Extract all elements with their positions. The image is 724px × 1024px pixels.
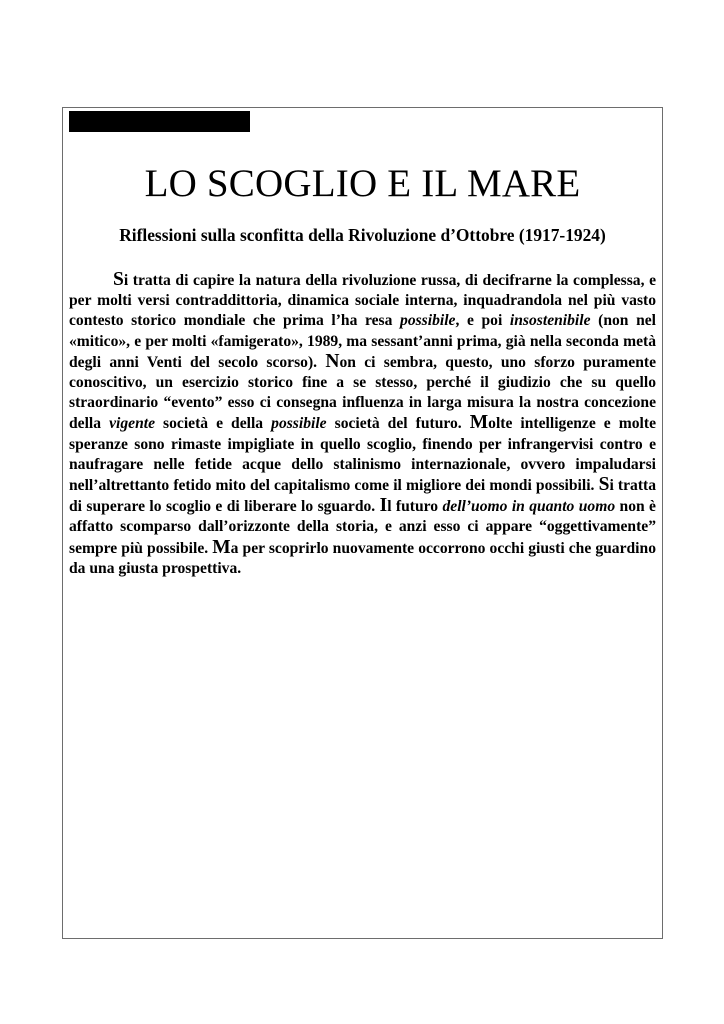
drop-letter: M: [212, 536, 231, 558]
text-run: on ci sembra, questo, uno sforzo puramente conoscitivo, un esercizio storico fine a se stesso, perché il giudizio che su quello straordinario “evento” esso ci consegna influenza in larga misura la nostra concezione della: [69, 353, 656, 433]
text-run: i tratta di capire la natura della rivoluzione russa, di decifrarne la complessa, e per molti versi contraddittoria, dinamica sociale interna, inquadrandola nel più vasto contesto storico mondiale che prima l’ha resa: [69, 272, 656, 330]
text-run: (non nel «mitico», e per molti «famigerato», 1989, ma sessant’anni prima, già nella seconda metà degli anni Venti del secolo scorso).: [69, 312, 656, 371]
emphasis: vigente: [109, 415, 155, 433]
text-run: l futuro: [387, 498, 443, 516]
text-run: olte intelligenze e molte speranze sono rimaste impigliate in quello scoglio, finendo per infrangervisi contro e naufragare nelle fetide acque dello stalinismo internazionale, ovvero impaludarsi nell’altrettanto fetido mito del capitalismo come il migliore dei mondi possibili.: [69, 415, 656, 495]
emphasis: possibile: [400, 312, 456, 330]
text-run: , e poi: [455, 312, 510, 330]
redaction-bar: [69, 111, 250, 132]
text-run: i tratta di superare lo scoglio e di liberare lo sguardo.: [69, 477, 656, 516]
text-run: non è affatto scomparso dall’orizzonte della storia, e anzi esso ci appare “oggettivamente” sempre più possibile.: [69, 498, 656, 557]
drop-letter: S: [113, 269, 124, 290]
text-run: società e della: [155, 415, 272, 433]
drop-letter: N: [325, 350, 340, 372]
drop-letter: I: [379, 495, 388, 517]
drop-letter: M: [469, 412, 489, 434]
body-paragraph: [69, 270, 656, 579]
document-subtitle: Riflessioni sulla sconfitta della Rivoluzione d’Ottobre (1917-1924): [119, 225, 606, 245]
text-run: società del futuro.: [326, 415, 470, 433]
document-title: LO SCOGLIO E IL MARE: [144, 162, 581, 205]
emphasis: insostenibile: [509, 312, 591, 330]
text-run: a per scoprirlo nuovamente occorrono occhi giusti che guardino da una giusta prospettiva.: [69, 539, 656, 577]
drop-letter: S: [598, 474, 610, 496]
emphasis: possibile: [271, 415, 327, 433]
emphasis: dell’uomo in quanto uomo: [442, 498, 616, 516]
